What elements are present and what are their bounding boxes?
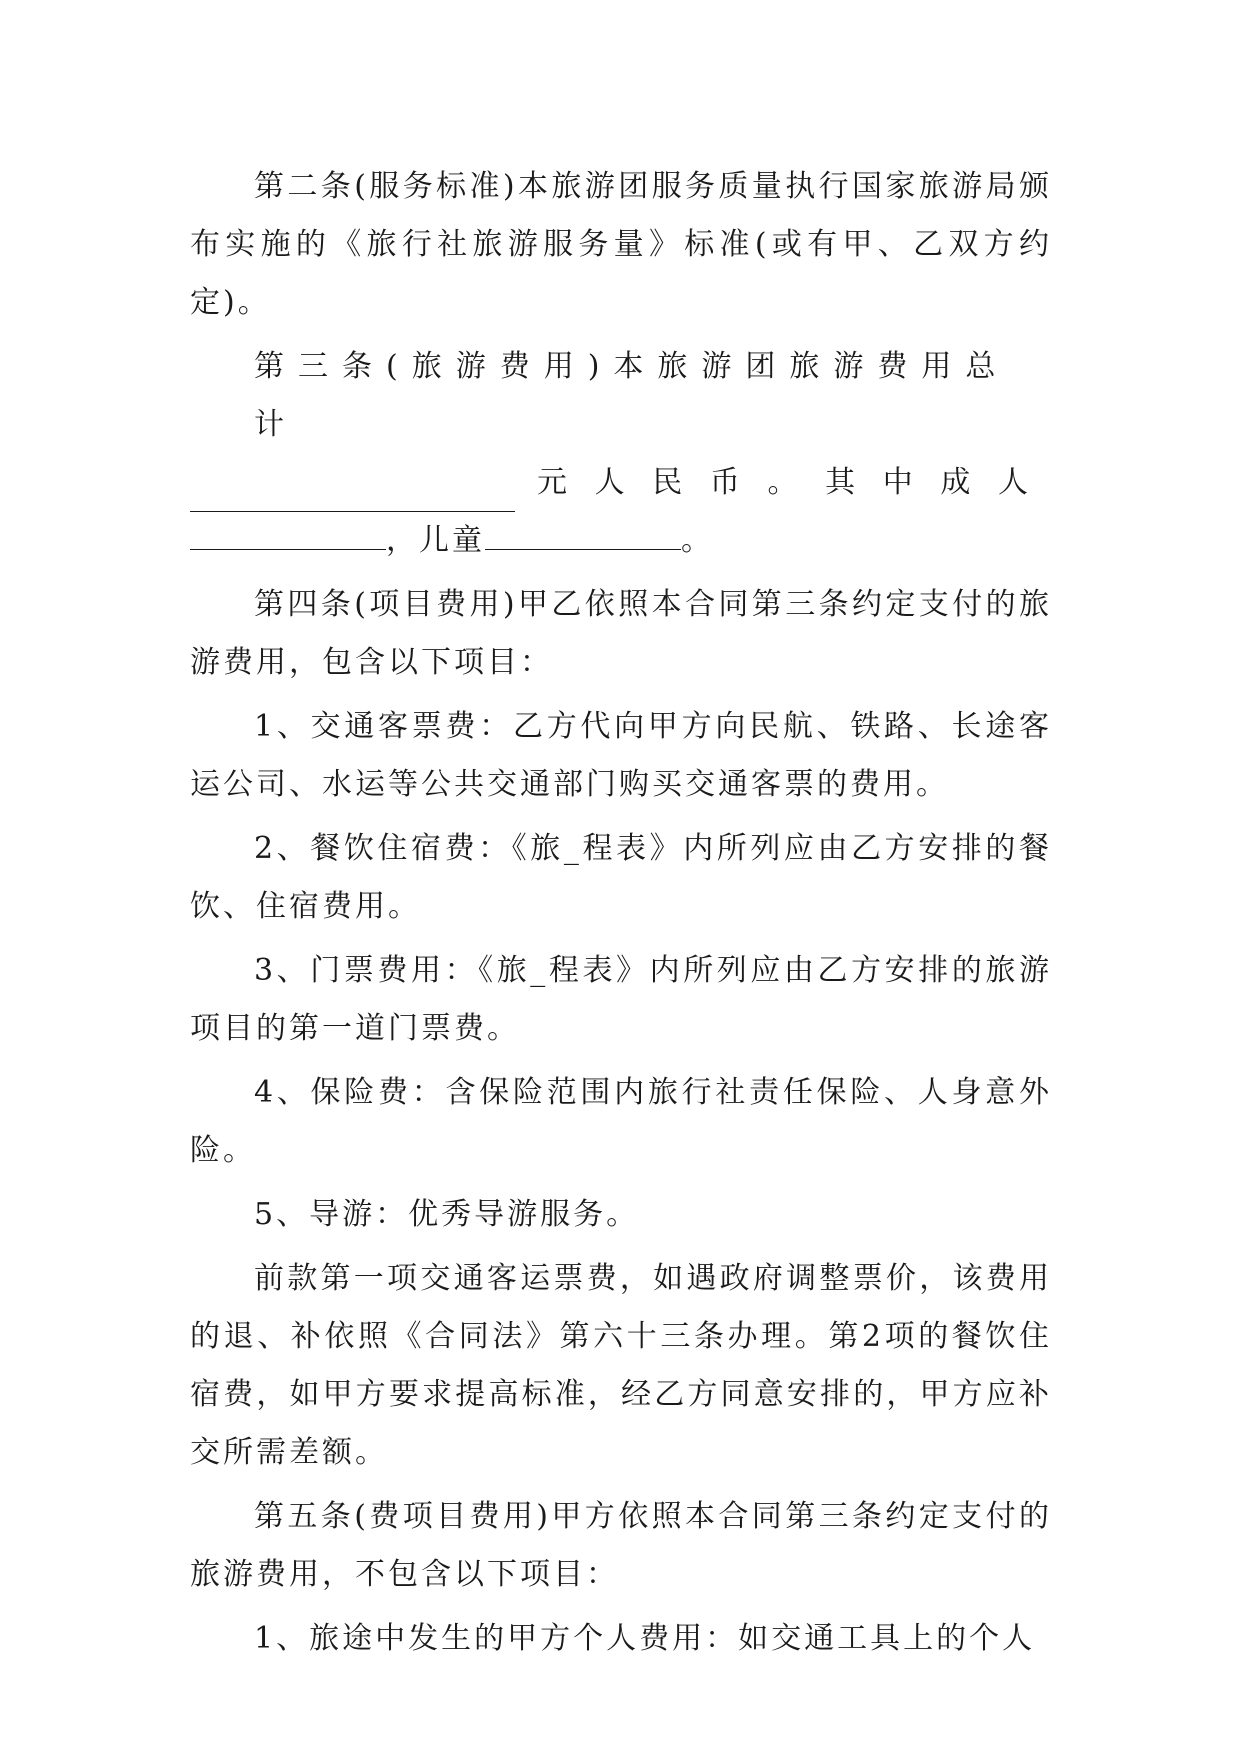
article-3-block xyxy=(190,338,1052,570)
article-3-line-1 xyxy=(190,338,1052,454)
article-5-intro: 第五条(费项目费用)甲方依照本合同第三条约定支付的旅游费用，不包含以下项目： xyxy=(190,1499,1052,1592)
child-fee-blank xyxy=(485,515,681,550)
article-3-heading: 第三条(旅游费用)本旅游团旅游费用总计 xyxy=(254,349,1010,442)
currency-text: 元人民币。其中成人 xyxy=(537,465,1052,500)
article-3-line-2 xyxy=(190,454,1052,512)
article-4-item-1: 1、交通客票费：乙方代向甲方向民航、铁路、长途客运公司、水运等公共交通部门购买交通客票的费用。 xyxy=(190,709,1052,802)
article-4-item-5: 5、导游：优秀导游服务。 xyxy=(254,1197,640,1232)
article-3-line-3 xyxy=(190,512,1052,570)
article-5-item-1: 1、旅途中发生的甲方个人费用：如交通工具上的个人 xyxy=(254,1621,1036,1656)
contract-body xyxy=(190,158,1052,1668)
article-4-note: 前款第一项交通客运票费，如遇政府调整票价，该费用的退、补依照《合同法》第六十三条办理。第2项的餐饮住宿费，如甲方要求提高标准，经乙方同意安排的，甲方应补交所需差额。 xyxy=(190,1261,1052,1470)
article-4-item-3: 3、门票费用：《旅_程表》内所列应由乙方安排的旅游项目的第一道门票费。 xyxy=(190,953,1052,1046)
total-amount-blank xyxy=(190,477,515,512)
article-3-end-mark: 。 xyxy=(681,523,714,558)
article-4-intro: 第四条(项目费用)甲乙依照本合同第三条约定支付的旅游费用，包含以下项目： xyxy=(190,587,1052,680)
article-2-paragraph: 第二条(服务标准)本旅游团服务质量执行国家旅游局颁布实施的《旅行社旅游服务量》标准(或有甲、乙双方约定)。 xyxy=(190,169,1052,320)
adult-fee-blank xyxy=(190,515,386,550)
article-4-item-2: 2、餐饮住宿费：《旅_程表》内所列应由乙方安排的餐饮、住宿费用。 xyxy=(190,831,1052,924)
child-label: ，儿童 xyxy=(386,523,485,558)
article-4-item-4: 4、保险费：含保险范围内旅行社责任保险、人身意外险。 xyxy=(190,1075,1052,1168)
